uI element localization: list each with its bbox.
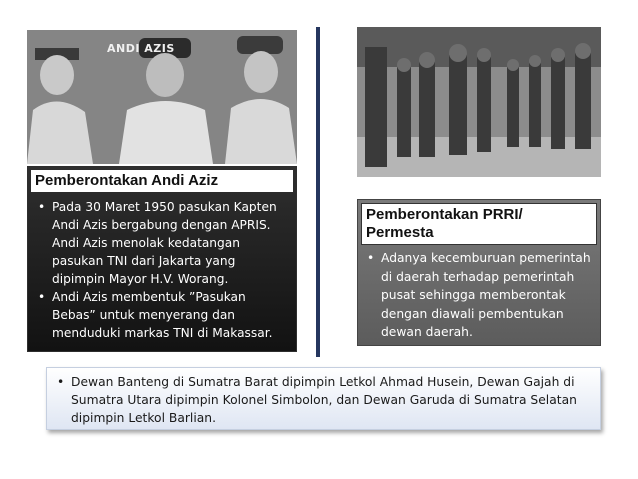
list-item: • Adanya kecemburuan pemerintah di daerah terhadap pemerintah pusat sehingga memberontak dengan diawali pembentukan dewan daerah. xyxy=(365,249,593,342)
list-item: • Andi Azis membentuk ”Pasukan Bebas” untuk menyerang dan menduduki markas TNI di Makassar. xyxy=(36,288,288,342)
andi-aziz-list xyxy=(36,198,288,342)
list-item: • Dewan Banteng di Sumatra Barat dipimpin Letkol Ahmad Husein, Dewan Gajah di Sumatra Utara dipimpin Kolonel Simbolon, dan Dewan Garuda di Sumatra Selatan dipimpin Letkol Barlian. xyxy=(55,373,592,427)
vertical-divider xyxy=(316,27,320,357)
photo-caption: ANDI AZIS xyxy=(107,42,175,55)
dewan-info-box xyxy=(46,367,601,430)
andi-aziz-card xyxy=(27,166,297,352)
soldiers-photo xyxy=(357,27,601,177)
dewan-list xyxy=(55,373,592,427)
prri-permesta-list xyxy=(365,249,593,342)
andi-azis-photo xyxy=(27,30,297,164)
list-item: • Pada 30 Maret 1950 pasukan Kapten Andi Azis bergabung dengan APRIS. Andi Azis menolak kedatangan pasukan TNI dari Jakarta yang dipimpin Mayor H.V. Worang. xyxy=(36,198,288,288)
prri-permesta-card xyxy=(357,199,601,346)
prri-permesta-title: Pemberontakan PRRI/ Permesta xyxy=(361,203,597,245)
andi-aziz-title: Pemberontakan Andi Aziz xyxy=(31,170,293,192)
